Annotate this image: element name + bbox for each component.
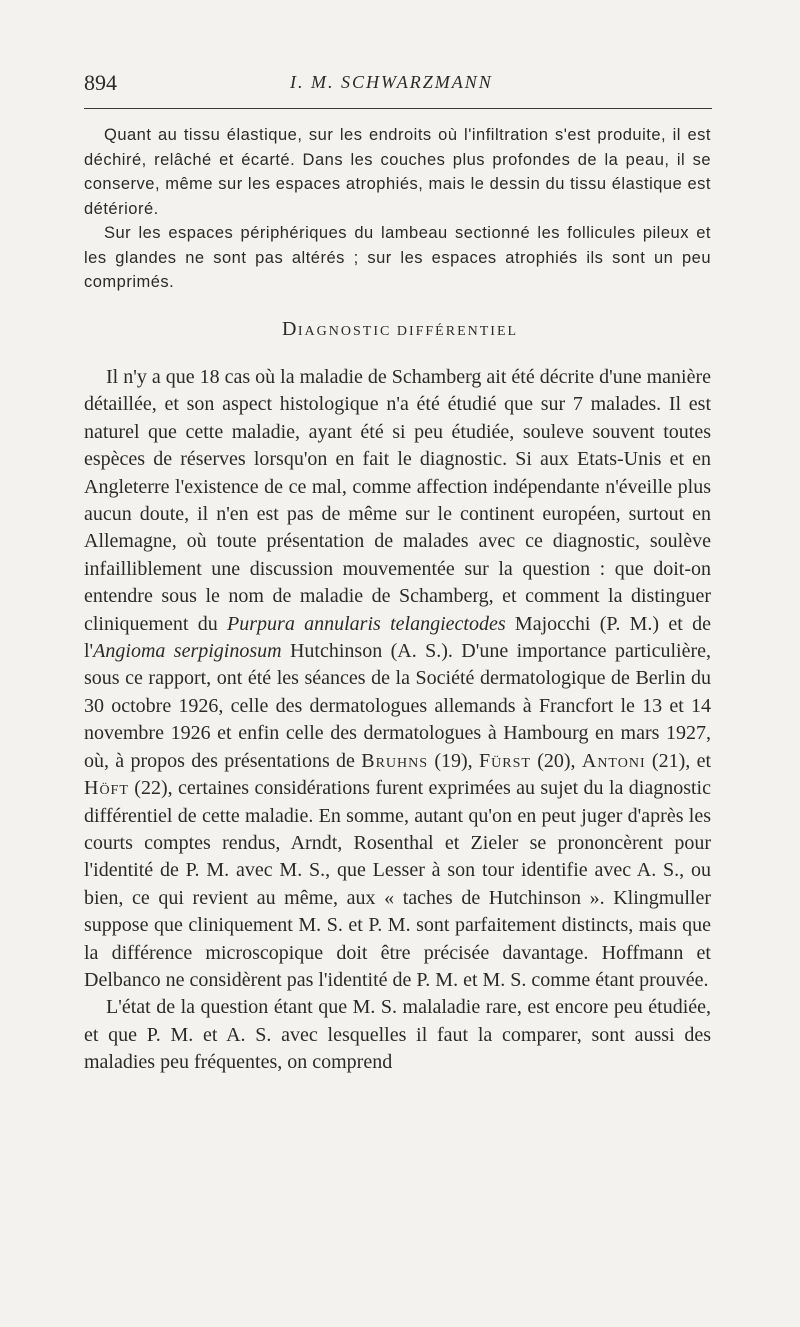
purpura-term: Purpura annularis telangiectodes [227, 612, 506, 635]
section-heading-initial: D [281, 318, 298, 340]
header-rule [84, 108, 712, 109]
page-header [84, 70, 710, 100]
body-paragraph-1 [84, 364, 711, 994]
author-hoft: Höft [84, 777, 129, 800]
section-heading [0, 318, 800, 341]
angioma-term: Angioma serpiginosum [93, 640, 282, 663]
page-number: 894 [84, 70, 117, 95]
body-text-1a: Il n'y a que 18 cas où la maladie de Schamberg ait été décrite d'une manière détaillée, et son aspect histologique n'a été étudié que sur 7 malades. Il est naturel que cette maladie, ayant été si peu étudiée, souleve souvent toutes espèces de réserves lorsqu'on en fait le diagnostic. Si aux Etats-Unis et en Angleterre l'existence de ce mal, comme affection indépendante n'éveille plus aucun doute, il n'en est pas de même sur le continent européen, surtout en Allemagne, où toute présentation de malades avec ce diagnostic, soulève infailliblement une discussion mouvementée sur la question : que doit-on entendre sous le nom de maladie de Schamberg, et comment la distinguer cliniquement du [84, 366, 711, 635]
intro-paragraph-2: Sur les espaces périphériques du lambeau sectionné les follicules pileux et les glandes ne sont pas altérés ; sur les espaces atrophiés ils sont un peu comprimés. [84, 224, 711, 291]
intro-section [84, 123, 711, 295]
main-text [84, 364, 711, 1077]
body-text-1b: Majocchi (P. M.) et de l' [84, 612, 711, 663]
ref-21: (21), et [645, 749, 711, 772]
ref-19: (19), [428, 749, 479, 772]
author-bruhns: Bruhns [361, 749, 429, 772]
body-text-1c: Hutchinson (A. S.). D'une importance particulière, sous ce rapport, ont été les séances de la Société dermatologique de Berlin du 30 octobre 1926, celle des dermatologues allemands à Francfort le 13 et 14 novembre 1926 et enfin celle des dermatologues à Hambourg en mars 1927, où, à propos des présentations de [84, 640, 712, 772]
section-heading-rest: IAGNOSTIC DIFFÉRENTIEL [297, 324, 519, 339]
intro-paragraph-1: Quant au tissu élastique, sur les endroits où l'infiltration s'est produite, il est déchiré, relâché et écarté. Dans les couches plus profondes de la peau, il se conserve, même sur les espaces atrophiés, mais le dessin du tissu élastique est détérioré. [84, 126, 711, 218]
author-furst: Fürst [479, 749, 531, 772]
body-text-1d: (22), certaines considérations furent exprimées au sujet du la diagnostic différentiel de cette maladie. En somme, autant qu'on en peut juger d'après les courts comptes rendus, Arndt, Rosenthal et Zieler se prononcèrent pour l'identité de P. M. avec M. S., que Lesser à son tour identifie avec A. S., ou bien, ce qui revient au même, aux « taches de Hutchinson ». Klingmuller suppose que cliniquement M. S. et P. M. sont parfaitement distincts, mais que la différence microscopique doit être précisée davantage. Hoffmann et Delbanco ne considèrent pas l'identité de P. M. et M. S. comme étant prouvée. [84, 777, 711, 991]
running-title: I. M. SCHWARZMANN [290, 72, 493, 92]
author-antoni: Antoni [581, 749, 646, 772]
ref-20: (20), [530, 749, 582, 772]
body-paragraph-2: L'état de la question étant que M. S. malaladie rare, est encore peu étudiée, et que P. M. et A. S. avec lesquelles il faut la comparer, sont aussi des maladies peu fréquentes, on comprend [84, 996, 711, 1074]
